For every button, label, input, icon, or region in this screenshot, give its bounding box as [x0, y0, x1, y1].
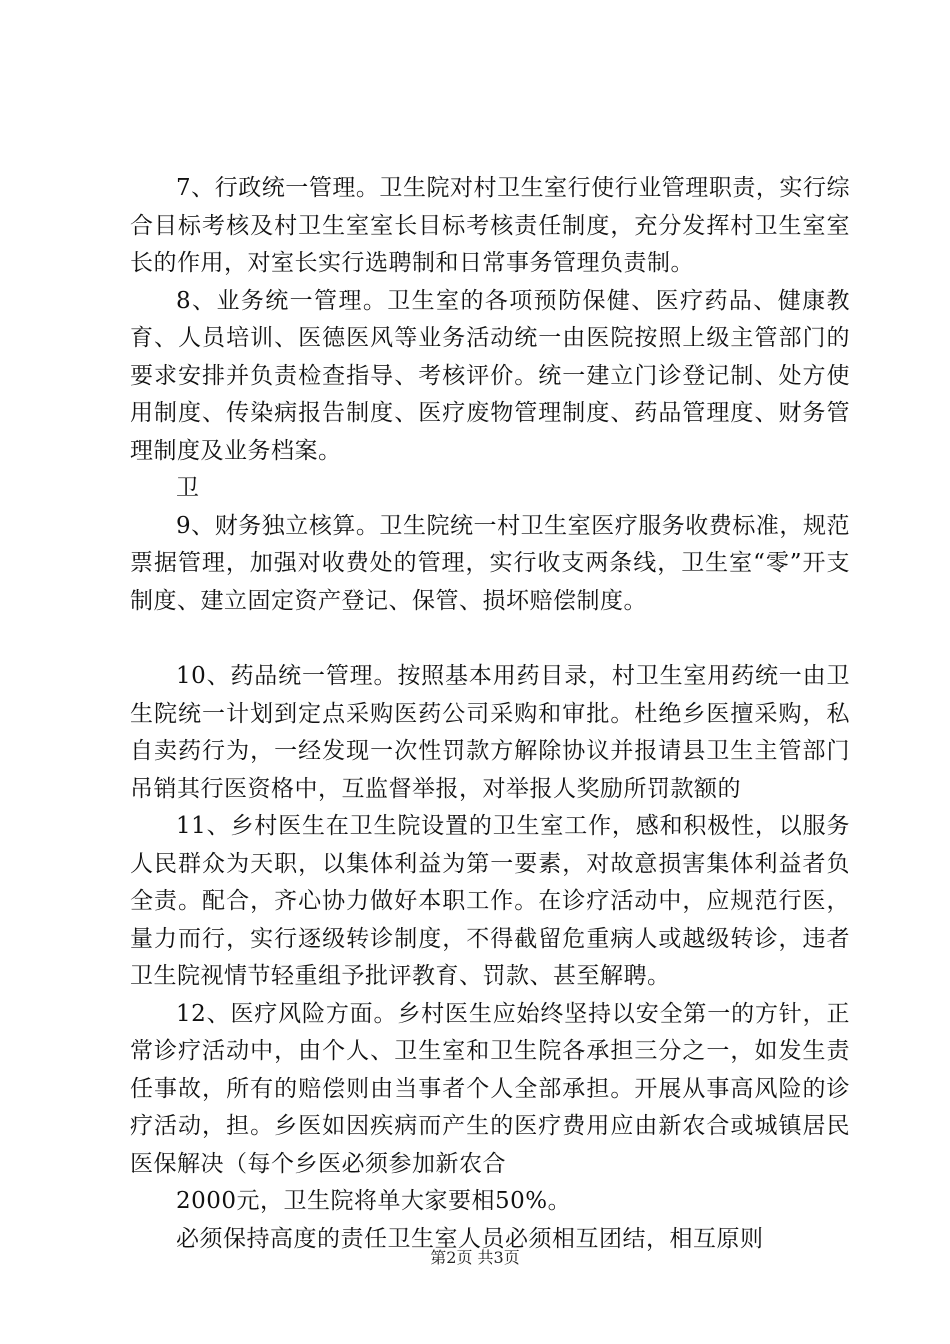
fragment-line: 卫: [176, 475, 199, 501]
paragraph-amount: 2000元，卫生院将单大家要相50%。: [176, 1188, 572, 1214]
paragraph-11: 11、乡村医生在卫生院设置的卫生室工作，感和积极性，以服务人民群众为天职，以集体利益为第一要素，对故意损害集体利益者负全责。配合，齐心协力做好本职工作。在诊疗活动中，应规范行医，量力而行，实行逐级转诊制度，不得截留危重病人或越级转诊，违者卫生院视情节轻重组予批评教育、罚款、甚至解聘。: [130, 813, 850, 989]
paragraph-10: 10、药品统一管理。按照基本用药目录，村卫生室用药统一由卫生院统一计划到定点采购医药公司采购和审批。杜绝乡医擅采购，私自卖药行为，一经发现一次性罚款方解除协议并报请县卫生主管部门吊销其行医资格中，互监督举报，对举报人奖励所罚款额的: [130, 663, 850, 802]
paragraph-12: 12、医疗风险方面。乡村医生应始终坚持以安全第一的方针，正常诊疗活动中，由个人、卫生室和卫生院各承担三分之一，如发生责任事故，所有的赔偿则由当事者个人全部承担。开展从事高风险的诊疗活动，担。乡医如因疾病而产生的医疗费用应由新农合或城镇居民医保解决（每个乡医必须参加新农合: [130, 1000, 850, 1177]
paragraph-8: 8、业务统一管理。卫生室的各项预防保健、医疗药品、健康教育、人员培训、医德医风等业务活动统一由医院按照上级主管部门的要求安排并负责检查指导、考核评价。统一建立门诊登记制、处方使用制度、传染病报告制度、医疗废物管理制度、药品管理度、财务管理制度及业务档案。: [130, 287, 850, 464]
paragraph-7: 7、行政统一管理。卫生院对村卫生室行使行业管理职责，实行综合目标考核及村卫生室室长目标考核责任制度，充分发挥村卫生室室长的作用，对室长实行选聘制和日常事务管理负责制。: [130, 175, 850, 276]
paragraph-9: 9、财务独立核算。卫生院统一村卫生室医疗服务收费标准，规范票据管理，加强对收费处的管理，实行收支两条线，卫生室“零”开支制度、建立固定资产登记、保管、损坏赔偿制度。: [130, 512, 850, 614]
page-number: 第2页 共3页: [430, 1248, 520, 1267]
document-body: [130, 170, 850, 1258]
paragraph-last: 必须保持高度的责任卫生室人员必须相互团结，相互原则: [176, 1225, 764, 1252]
